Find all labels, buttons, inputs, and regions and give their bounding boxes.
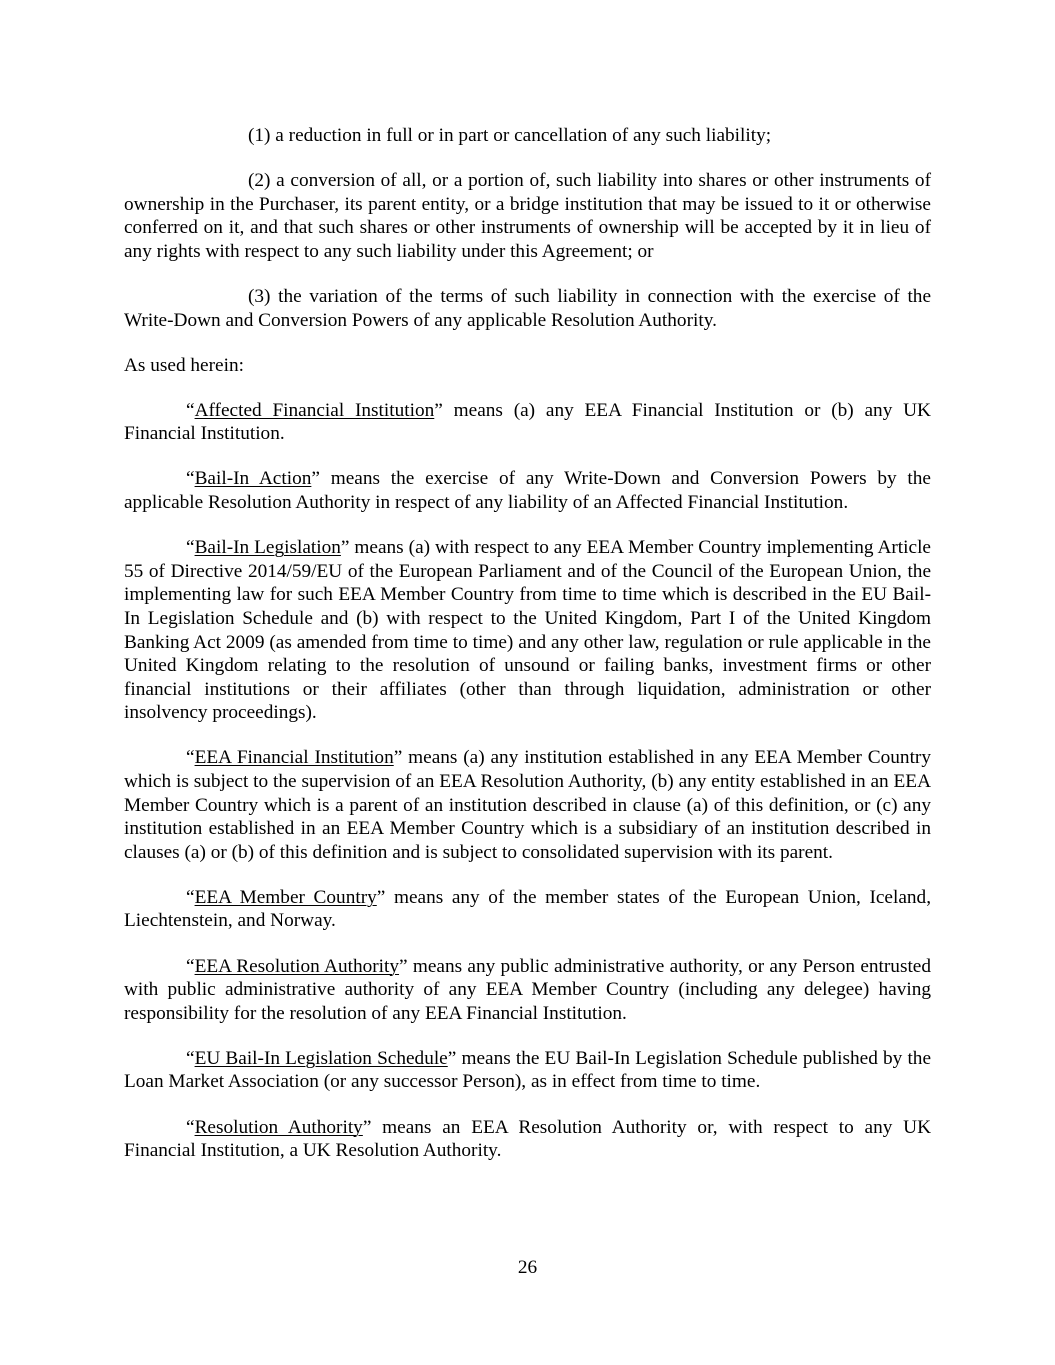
open-quote: “ <box>186 537 195 559</box>
open-quote: “ <box>186 1116 195 1138</box>
definition-text: ” means (a) any institution established in any EEA Member Country which is subject to the supervision of an EEA Resolution Authority, (b) any entity established in an EEA Member Country which is a parent of an institution described in clause (a) of this definition, or (c) any institution established in an EEA Member Country which is a subsidiary of an institution described in clauses (a) or (b) of this definition and is subject to consolidated supervision with its parent. <box>124 747 931 863</box>
definition-bail-in-action <box>124 467 931 514</box>
definition-text: ” means (a) with respect to any EEA Member Country implementing Article 55 of Directive 2014/59/EU of the European Parliament and of the Council of the European Union, the implementing law for such EEA Member Country from time to time which is described in the EU Bail-In Legislation Schedule and (b) with respect to the United Kingdom, Part I of the United Kingdom Banking Act 2009 (as amended from time to time) and any other law, regulation or rule applicable in the United Kingdom relating to the resolution of unsound or failing banks, investment firms or other financial institutions or their affiliates (other than through liquidation, administration or other insolvency proceedings). <box>124 537 931 724</box>
definition-eea-resolution-authority <box>124 955 931 1026</box>
definition-eea-financial-institution <box>124 746 931 864</box>
open-quote: “ <box>186 468 195 490</box>
document-body <box>124 124 931 1184</box>
definition-eea-member-country <box>124 886 931 933</box>
definition-bail-in-legislation <box>124 536 931 725</box>
defined-term: EEA Resolution Authority <box>194 955 400 977</box>
list-item-3: (3) the variation of the terms of such liability in connection with the exercise of the Write-Down and Conversion Powers of any applicable Resolution Authority. <box>124 285 931 331</box>
open-quote: “ <box>186 955 195 977</box>
defined-term: EEA Financial Institution <box>194 747 394 769</box>
defined-term: Affected Financial Institution <box>194 399 435 421</box>
open-quote: “ <box>186 399 195 421</box>
defined-term: Bail-In Action <box>194 468 312 490</box>
definition-text: ” means any public administrative authority, or any Person entrusted with public administrative authority of any EEA Member Country (including any delegee) having responsibility for the resolution of any EEA Financial Institution. <box>124 955 932 1024</box>
definition-text: ” means the EU Bail-In Legislation Schedule published by the Loan Market Association (or any successor Person), as in effect from time to time. <box>124 1047 931 1093</box>
definition-text: ” means the exercise of any Write-Down and Conversion Powers by the applicable Resolution Authority in respect of any liability of an Affected Financial Institution. <box>124 468 931 514</box>
defined-term: Bail-In Legislation <box>194 537 341 559</box>
definition-eu-bail-in-legislation-schedule <box>124 1047 931 1094</box>
defined-term: EU Bail-In Legislation Schedule <box>194 1047 448 1069</box>
definition-text: ” means an EEA Resolution Authority or, with respect to any UK Financial Institution, a UK Resolution Authority. <box>124 1116 932 1162</box>
intro-text: As used herein: <box>124 354 244 376</box>
open-quote: “ <box>186 886 195 908</box>
definition-resolution-authority <box>124 1116 931 1163</box>
list-item-1: (1) a reduction in full or in part or cancellation of any such liability; <box>248 125 772 146</box>
defined-term: Resolution Authority <box>194 1116 363 1138</box>
page-number: 26 <box>517 1257 538 1278</box>
definition-text: ” means (a) any EEA Financial Institution or (b) any UK Financial Institution. <box>124 399 931 445</box>
open-quote: “ <box>186 747 195 769</box>
definition-affected-financial-institution <box>124 399 931 446</box>
open-quote: “ <box>186 1047 195 1069</box>
definition-text: ” means any of the member states of the European Union, Iceland, Liechtenstein, and Norway. <box>124 886 932 932</box>
list-item-2: (2) a conversion of all, or a portion of, such liability into shares or other instruments of ownership in the Purchaser, its parent entity, or a bridge institution that may be issued to it or otherwise conferred on it, and that such shares or other instruments of ownership will be accepted by it in lieu of any rights with respect to any such liability under this Agreement; or <box>124 170 931 262</box>
defined-term: EEA Member Country <box>194 886 377 908</box>
